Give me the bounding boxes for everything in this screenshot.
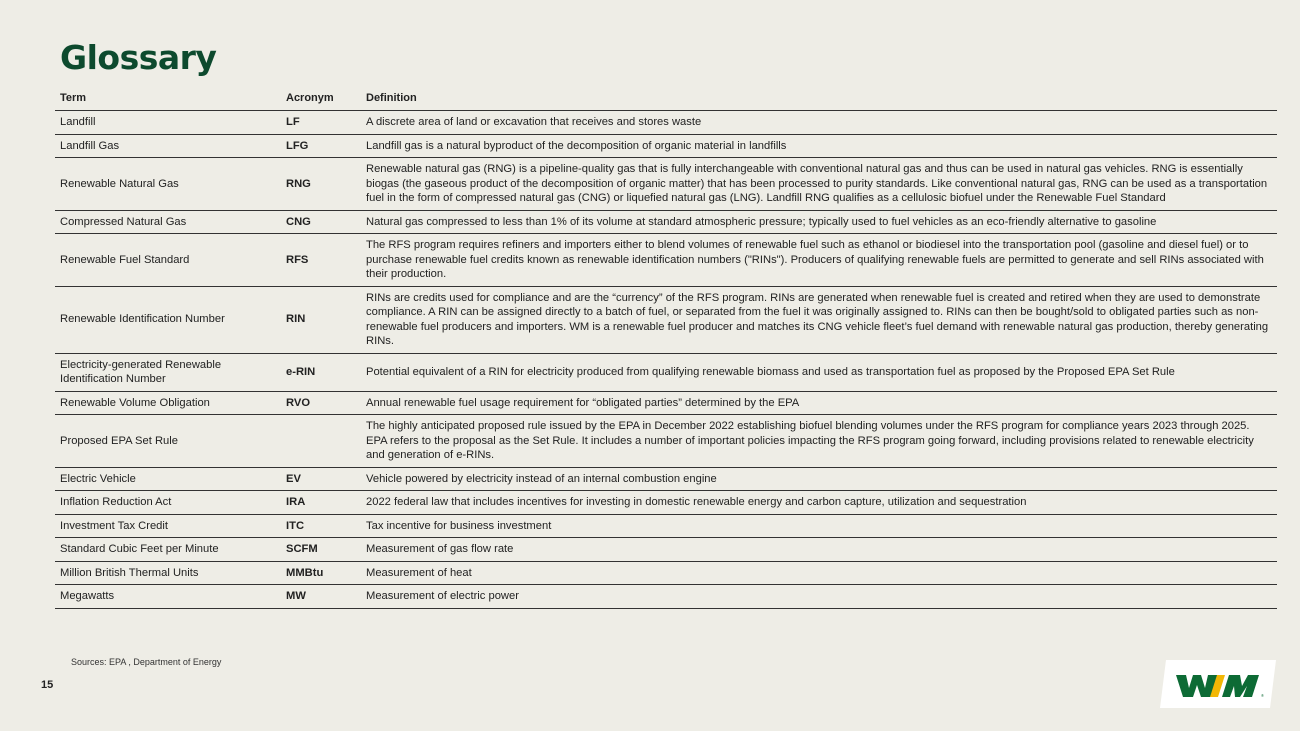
acronym-cell: SCFM: [281, 538, 361, 562]
term-cell: Electric Vehicle: [55, 467, 281, 491]
header-term: Term: [55, 88, 281, 111]
table-row: [55, 585, 1277, 609]
term-cell: Megawatts: [55, 585, 281, 609]
glossary-table: [55, 88, 1277, 609]
definition-cell: Potential equivalent of a RIN for electricity produced from qualifying renewable biomass and used as transportation fuel as proposed by the Proposed EPA Set Rule: [361, 353, 1277, 391]
table-row: [55, 561, 1277, 585]
acronym-cell: CNG: [281, 210, 361, 234]
table-row: [55, 491, 1277, 515]
term-cell: Inflation Reduction Act: [55, 491, 281, 515]
definition-cell: Measurement of heat: [361, 561, 1277, 585]
term-cell: Million British Thermal Units: [55, 561, 281, 585]
term-cell: Electricity-generated Renewable Identification Number: [55, 353, 281, 391]
term-cell: Renewable Fuel Standard: [55, 234, 281, 287]
acronym-cell: MW: [281, 585, 361, 609]
table-row: [55, 111, 1277, 135]
term-cell: Renewable Volume Obligation: [55, 391, 281, 415]
term-cell: Landfill Gas: [55, 134, 281, 158]
term-cell: Landfill: [55, 111, 281, 135]
table-row: [55, 353, 1277, 391]
table-row: [55, 391, 1277, 415]
acronym-cell: MMBtu: [281, 561, 361, 585]
acronym-cell: LF: [281, 111, 361, 135]
acronym-cell: RFS: [281, 234, 361, 287]
table-row: [55, 286, 1277, 353]
table-row: [55, 134, 1277, 158]
acronym-cell: RIN: [281, 286, 361, 353]
table-row: [55, 234, 1277, 287]
table-row: [55, 467, 1277, 491]
term-cell: Compressed Natural Gas: [55, 210, 281, 234]
definition-cell: Vehicle powered by electricity instead of an internal combustion engine: [361, 467, 1277, 491]
table-row: [55, 415, 1277, 468]
acronym-cell: IRA: [281, 491, 361, 515]
definition-cell: RINs are credits used for compliance and are the “currency” of the RFS program. RINs are generated when renewable fuel is created and retired when they are used to demonstrate compliance. A RIN can be assigned directly to a batch of fuel, or separated from the fuel it was originally assigned to. RINs can then be bought/sold to obligated parties such as non-renewable fuel producers and importers. WM is a renewable fuel producer and matches its CNG vehicle fleet’s fuel demand with renewable natural gas production, thereby generating RINs.: [361, 286, 1277, 353]
definition-cell: 2022 federal law that includes incentives for investing in domestic renewable energy and carbon capture, utilization and sequestration: [361, 491, 1277, 515]
term-cell: Renewable Natural Gas: [55, 158, 281, 211]
definition-cell: Renewable natural gas (RNG) is a pipeline-quality gas that is fully interchangeable with conventional natural gas and thus can be used in natural gas vehicles. RNG is essentially biogas (the gaseous product of the decomposition of organic matter) that has been processed to purity standards. Like conventional natural gas, RNG can be used as a transportation fuel in the form of compressed natural gas (CNG) or liquefied natural gas (LNG). Landfill RNG qualifies as a cellulosic biofuel under the Renewable Fuel Standard: [361, 158, 1277, 211]
term-cell: Proposed EPA Set Rule: [55, 415, 281, 468]
term-cell: Renewable Identification Number: [55, 286, 281, 353]
definition-cell: Tax incentive for business investment: [361, 514, 1277, 538]
acronym-cell: EV: [281, 467, 361, 491]
page-number: 15: [41, 679, 54, 691]
svg-text:®: ®: [1261, 693, 1264, 698]
header-acronym: Acronym: [281, 88, 361, 111]
definition-cell: Measurement of electric power: [361, 585, 1277, 609]
header-definition: Definition: [361, 88, 1277, 111]
term-cell: Standard Cubic Feet per Minute: [55, 538, 281, 562]
table-row: [55, 210, 1277, 234]
definition-cell: A discrete area of land or excavation that receives and stores waste: [361, 111, 1277, 135]
glossary-body: [55, 111, 1277, 609]
acronym-cell: [281, 415, 361, 468]
acronym-cell: RVO: [281, 391, 361, 415]
table-header-row: [55, 88, 1277, 111]
acronym-cell: e-RIN: [281, 353, 361, 391]
definition-cell: The highly anticipated proposed rule issued by the EPA in December 2022 establishing biofuel blending volumes under the RFS program for compliance years 2023 through 2025. EPA refers to the proposal as the Set Rule. It includes a number of important policies impacting the RFS program going forward, including provisions related to renewable electricity and generation of e-RINs.: [361, 415, 1277, 468]
acronym-cell: RNG: [281, 158, 361, 211]
table-row: [55, 538, 1277, 562]
term-cell: Investment Tax Credit: [55, 514, 281, 538]
definition-cell: Landfill gas is a natural byproduct of the decomposition of organic material in landfills: [361, 134, 1277, 158]
definition-cell: Measurement of gas flow rate: [361, 538, 1277, 562]
page-title: Glossary: [60, 38, 217, 77]
definition-cell: Natural gas compressed to less than 1% of its volume at standard atmospheric pressure; typically used to fuel vehicles as an eco-friendly alternative to gasoline: [361, 210, 1277, 234]
acronym-cell: LFG: [281, 134, 361, 158]
acronym-cell: ITC: [281, 514, 361, 538]
definition-cell: The RFS program requires refiners and importers either to blend volumes of renewable fuel such as ethanol or biodiesel into the transportation pool (gasoline and diesel fuel) or to purchase renewable fuel credits known as renewable identification numbers ("RINs"). Producers of qualifying renewable fuels are permitted to generate and sell RINs associated with their production.: [361, 234, 1277, 287]
definition-cell: Annual renewable fuel usage requirement for “obligated parties” determined by the EPA: [361, 391, 1277, 415]
table-row: [55, 514, 1277, 538]
wm-logo-graphic: [1160, 660, 1276, 708]
sources-note: Sources: EPA , Department of Energy: [71, 657, 222, 667]
wm-logo: [1160, 660, 1276, 708]
table-row: [55, 158, 1277, 211]
